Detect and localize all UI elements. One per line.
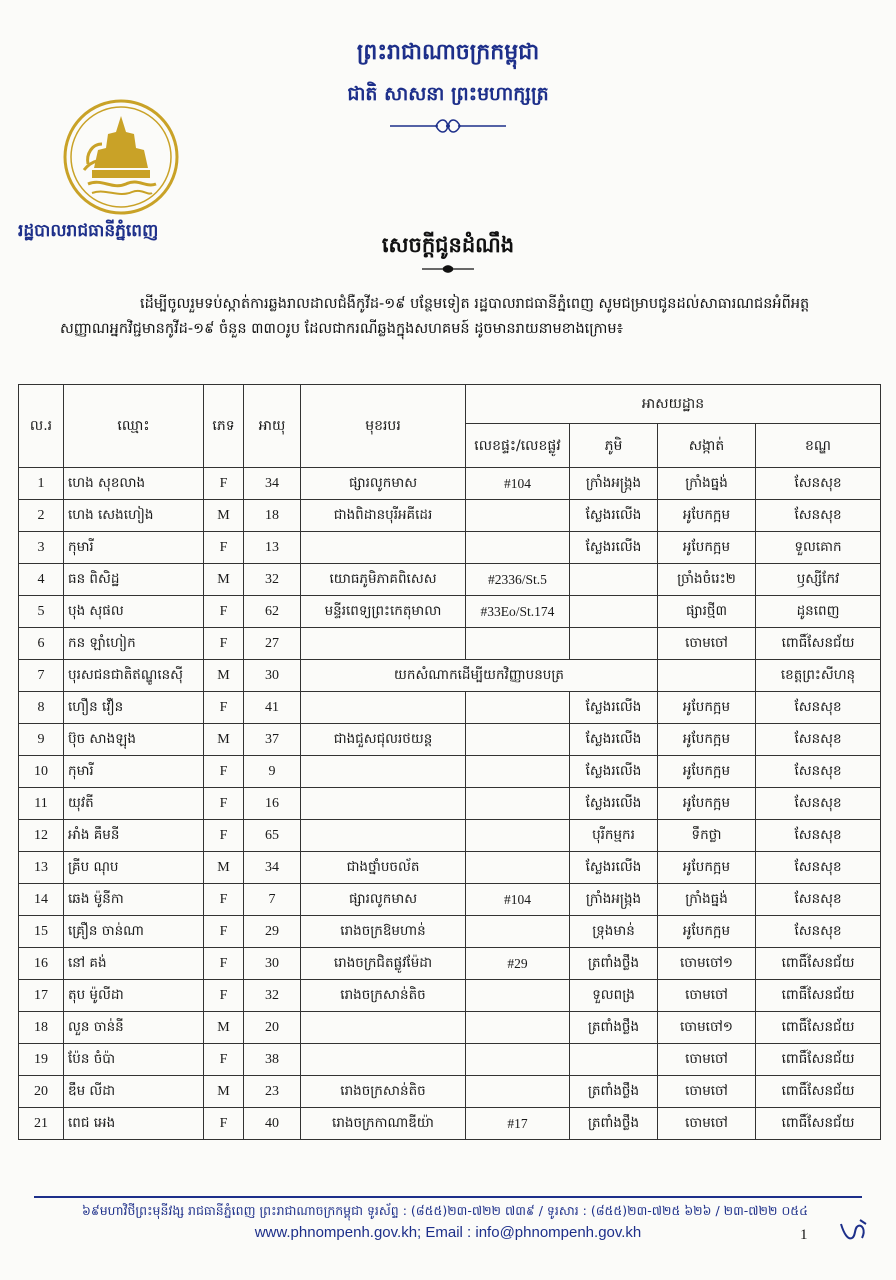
table-row (19, 980, 881, 1012)
cell-no: 11 (19, 788, 64, 820)
cell-name: ពេជ អេង (64, 1108, 204, 1140)
cell-house: #2336/St.5 (466, 564, 570, 596)
cell-age: 16 (244, 788, 301, 820)
national-motto: ជាតិ សាសនា ព្រះមហាក្សត្រ (347, 83, 549, 105)
cell-sex: F (204, 788, 244, 820)
cell-district: ពោធិ៍សែនជ័យ (756, 1044, 881, 1076)
table-row (19, 468, 881, 500)
cell-house (466, 628, 570, 660)
cell-house (466, 980, 570, 1012)
cell-sex: F (204, 1108, 244, 1140)
cell-commune: ចោមចៅ (658, 1044, 756, 1076)
cell-village: ស្លែងរលើង (570, 756, 658, 788)
cell-village: ស្លែងរលើង (570, 788, 658, 820)
cell-commune: ក្រាំងធ្នង់ (658, 884, 756, 916)
cell-occupation: យោធភូមិភាគពិសេស (301, 564, 466, 596)
table-row (19, 916, 881, 948)
cell-village: ត្រពាំងថ្លឹង (570, 1012, 658, 1044)
header-sex: ភេទ (204, 385, 244, 468)
cell-house: #29 (466, 948, 570, 980)
cell-house (466, 532, 570, 564)
cell-no: 2 (19, 500, 64, 532)
cell-occupation (301, 788, 466, 820)
cell-commune: ទឹកថ្លា (658, 820, 756, 852)
header-district: ខណ្ឌ (756, 424, 881, 468)
intro-paragraph: ដើម្បីចូលរួមទប់ស្កាត់ការឆ្លងរាលដាលជំងឺកូវីដ-១៩ បន្ថែមទៀត រដ្ឋបាលរាជធានីភ្នំពេញ សូមជម្រាបជូនដល់សាធារណជនអំពីអត្តសញ្ញាណអ្នកវិជ្ជមានកូវីដ-១៩ ចំនួន ៣៣០រូប ដែលជាករណីឆ្លងក្នុងសហគមន៍ ដូចមានរាយនាមខាងក្រោម៖ (60, 296, 810, 337)
cell-commune: ចោមចៅ (658, 628, 756, 660)
cell-name: ប៉ែន ចំប៉ា (64, 1044, 204, 1076)
cell-no: 3 (19, 532, 64, 564)
table-row (19, 596, 881, 628)
cell-sex: F (204, 596, 244, 628)
cell-sex: F (204, 884, 244, 916)
table-row (19, 500, 881, 532)
cell-house (466, 1044, 570, 1076)
cell-occupation (301, 756, 466, 788)
cell-sex: F (204, 628, 244, 660)
organization-name: រដ្ឋបាលរាជធានីភ្នំពេញ (18, 221, 159, 241)
cell-village: ត្រពាំងថ្លឹង (570, 1076, 658, 1108)
cell-sex: F (204, 756, 244, 788)
cell-house (466, 788, 570, 820)
cell-commune: អូបែកក្អម (658, 852, 756, 884)
cell-commune: អូបែកក្អម (658, 724, 756, 756)
header-address: អាសយដ្ឋាន (466, 385, 881, 424)
cell-occupation: រោងចក្រឱមហាន់ (301, 916, 466, 948)
cell-sex: M (204, 1076, 244, 1108)
cell-village (570, 1044, 658, 1076)
cell-district: ខេត្តព្រះសីហនុ (756, 660, 881, 692)
cell-no: 6 (19, 628, 64, 660)
cell-village: ស្លែងរលើង (570, 852, 658, 884)
cell-village: ទួលពង្រ (570, 980, 658, 1012)
ornament-divider-icon (388, 118, 508, 134)
table-row (19, 724, 881, 756)
cell-district: សែនសុខ (756, 500, 881, 532)
cell-commune: អូបែកក្អម (658, 788, 756, 820)
cell-age: 41 (244, 692, 301, 724)
cases-table (18, 384, 881, 1140)
cell-no: 15 (19, 916, 64, 948)
cell-name: បុង សុផល (64, 596, 204, 628)
cell-occupation: រោងចក្រជិតផ្លូវម៉ែដា (301, 948, 466, 980)
cell-village (570, 596, 658, 628)
cell-name: ឌឹម លីដា (64, 1076, 204, 1108)
cell-house: #33Eo/St.174 (466, 596, 570, 628)
cell-district: សែនសុខ (756, 756, 881, 788)
cell-commune: ចោមចៅ (658, 1076, 756, 1108)
cell-sex: F (204, 1044, 244, 1076)
header-occupation: មុខរបរ (301, 385, 466, 468)
phnom-penh-seal-icon (62, 98, 180, 216)
cell-no: 4 (19, 564, 64, 596)
cell-age: 30 (244, 948, 301, 980)
cell-district: ពោធិ៍សែនជ័យ (756, 628, 881, 660)
document-title: សេចក្តីជូនដំណឹង (381, 232, 515, 257)
cell-village: ក្រាំងអង្រ្កង (570, 468, 658, 500)
cell-commune: ចោមចៅ (658, 980, 756, 1012)
cell-district: សែនសុខ (756, 468, 881, 500)
cell-age: 18 (244, 500, 301, 532)
cell-district: ឫស្សីកែវ (756, 564, 881, 596)
cell-no: 12 (19, 820, 64, 852)
cell-village: ស្លែងរលើង (570, 724, 658, 756)
cell-district: ពោធិ៍សែនជ័យ (756, 948, 881, 980)
cell-age: 34 (244, 468, 301, 500)
cell-name: កន ឡាំហៀក (64, 628, 204, 660)
cell-occupation: រោងចក្រសាន់តិច (301, 1076, 466, 1108)
header-name: ឈ្មោះ (64, 385, 204, 468)
cell-village: ត្រពាំងថ្លឹង (570, 948, 658, 980)
table-row (19, 660, 881, 692)
cell-house: #17 (466, 1108, 570, 1140)
cell-no: 19 (19, 1044, 64, 1076)
cell-sex: F (204, 532, 244, 564)
cell-no: 14 (19, 884, 64, 916)
table-row (19, 852, 881, 884)
cell-house (466, 916, 570, 948)
table-row (19, 1044, 881, 1076)
cell-sex: M (204, 500, 244, 532)
cell-commune: ក្រាំងធ្នង់ (658, 468, 756, 500)
cell-no: 5 (19, 596, 64, 628)
kingdom-heading: ព្រះរាជាណាចក្រកម្ពុជា (356, 39, 540, 65)
cell-commune: ចោមចៅ (658, 1108, 756, 1140)
cell-village (570, 628, 658, 660)
cell-house (466, 852, 570, 884)
table-row (19, 1012, 881, 1044)
cell-age: 65 (244, 820, 301, 852)
cell-sex: M (204, 852, 244, 884)
cell-name: លួន ចាន់នី (64, 1012, 204, 1044)
cell-sex: F (204, 916, 244, 948)
table-row (19, 1076, 881, 1108)
header-no: ល.រ (19, 385, 64, 468)
cell-house (466, 724, 570, 756)
cell-commune: ផ្សារថ្មី៣ (658, 596, 756, 628)
cell-occupation: យកសំណាកដើម្បីយកវិញ្ញាបនបត្រ (301, 660, 658, 692)
cell-occupation: ជាងថ្នាំបចល័ត (301, 852, 466, 884)
cell-occupation: ផ្សារលូកមាស (301, 884, 466, 916)
cell-name: ឆេង ម៉ូនីកា (64, 884, 204, 916)
cell-village: ស្លែងរលើង (570, 500, 658, 532)
cell-occupation (301, 628, 466, 660)
cell-house (466, 756, 570, 788)
cell-occupation (301, 820, 466, 852)
cell-name: នៅ គង់ (64, 948, 204, 980)
cell-name: ប៊ុច សាងឡុង (64, 724, 204, 756)
cell-village: ទ្រុងមាន់ (570, 916, 658, 948)
footer-divider (34, 1196, 862, 1198)
cell-village: ស្លែងរលើង (570, 532, 658, 564)
cell-commune (658, 660, 756, 692)
cell-house (466, 1076, 570, 1108)
cell-occupation (301, 1044, 466, 1076)
footer-address: ៦៩មហាវិថីព្រះមុនីវង្ស រាជធានីភ្នំពេញ ព្រះរាជាណាចក្រកម្ពុជា ទូរស័ព្ទ : (៨៥៥)២៣-៧២២ ៧៣៩ / ទូរសារ : (៨៥៥)២៣-៧២៥ ៦២៦ / ២៣-៧២២ ០៥៤ (82, 1203, 808, 1218)
table-row (19, 756, 881, 788)
cell-age: 32 (244, 980, 301, 1012)
cell-no: 18 (19, 1012, 64, 1044)
cell-district: សែនសុខ (756, 884, 881, 916)
cell-commune: អូបែកក្អម (658, 756, 756, 788)
cell-no: 13 (19, 852, 64, 884)
cell-no: 7 (19, 660, 64, 692)
cell-occupation: ជាងជួសជុលរថយន្ត (301, 724, 466, 756)
cell-district: សែនសុខ (756, 692, 881, 724)
cell-no: 1 (19, 468, 64, 500)
table-row (19, 692, 881, 724)
cell-district: សែនសុខ (756, 916, 881, 948)
cell-name: អាំង គឹមនី (64, 820, 204, 852)
cell-age: 7 (244, 884, 301, 916)
handwritten-initial-icon (838, 1216, 870, 1246)
cell-no: 21 (19, 1108, 64, 1140)
header-commune: សង្កាត់ (658, 424, 756, 468)
cell-age: 38 (244, 1044, 301, 1076)
table-row (19, 628, 881, 660)
cell-sex: M (204, 564, 244, 596)
table-row (19, 788, 881, 820)
cell-commune: អូបែកក្អម (658, 500, 756, 532)
cell-commune: អូបែកក្អម (658, 692, 756, 724)
header-house: លេខផ្ទះ/លេខផ្លូវ (466, 424, 570, 468)
cell-house (466, 820, 570, 852)
cell-age: 62 (244, 596, 301, 628)
cell-occupation: រោងចក្រកាណាឌីយ៉ា (301, 1108, 466, 1140)
cell-commune: ចោមចៅ១ (658, 1012, 756, 1044)
table-row (19, 1108, 881, 1140)
cell-village: ត្រពាំងថ្លឹង (570, 1108, 658, 1140)
table-body (19, 468, 881, 1140)
cell-name: តុប ម៉ូលីដា (64, 980, 204, 1012)
cell-commune: ច្រាំងចំរេះ២ (658, 564, 756, 596)
cell-name: ធន ពិសិដ្ឋ (64, 564, 204, 596)
table-row (19, 564, 881, 596)
cell-no: 16 (19, 948, 64, 980)
cell-occupation: មន្ទីរពេទ្យព្រះកេតុមាលា (301, 596, 466, 628)
cell-no: 20 (19, 1076, 64, 1108)
cell-occupation (301, 1012, 466, 1044)
cell-district: ទួលគោក (756, 532, 881, 564)
cell-commune: ចោមចៅ១ (658, 948, 756, 980)
table-row (19, 948, 881, 980)
cell-district: ពោធិ៍សែនជ័យ (756, 1012, 881, 1044)
cell-name: កុមារី (64, 532, 204, 564)
cell-sex: F (204, 468, 244, 500)
cell-name: ហេង សេងហៀង (64, 500, 204, 532)
cell-occupation: ជាងពិដានបុរីអគីដេរ (301, 500, 466, 532)
cell-sex: M (204, 724, 244, 756)
cell-occupation: រោងចក្រសាន់តិច (301, 980, 466, 1012)
cell-occupation: ផ្សារលូកមាស (301, 468, 466, 500)
cell-occupation (301, 692, 466, 724)
cell-sex: F (204, 692, 244, 724)
cell-occupation (301, 532, 466, 564)
cell-age: 30 (244, 660, 301, 692)
cell-age: 37 (244, 724, 301, 756)
cell-village: ស្លែងរលើង (570, 692, 658, 724)
cell-sex: F (204, 820, 244, 852)
cell-age: 9 (244, 756, 301, 788)
cell-name: បុរសជនជាតិឥណ្ឌូនេស៊ី (64, 660, 204, 692)
cell-district: សែនសុខ (756, 820, 881, 852)
cell-no: 17 (19, 980, 64, 1012)
cell-district: សែនសុខ (756, 724, 881, 756)
cell-age: 13 (244, 532, 301, 564)
table-row (19, 820, 881, 852)
table-row (19, 532, 881, 564)
cell-district: សែនសុខ (756, 852, 881, 884)
cell-district: ពោធិ៍សែនជ័យ (756, 980, 881, 1012)
cell-age: 29 (244, 916, 301, 948)
cell-sex: M (204, 660, 244, 692)
page-number: 1 (800, 1227, 808, 1243)
cell-house (466, 500, 570, 532)
cell-commune: អូបែកក្អម (658, 532, 756, 564)
cell-house: #104 (466, 468, 570, 500)
cell-district: ដូនពេញ (756, 596, 881, 628)
cell-name: កុមារី (64, 756, 204, 788)
table-row (19, 884, 881, 916)
cell-name: ហឿន វឿន (64, 692, 204, 724)
cell-no: 10 (19, 756, 64, 788)
title-flourish-icon (418, 264, 478, 274)
footer-contact: www.phnompenh.gov.kh; Email : info@phnompenh.gov.kh (254, 1224, 642, 1241)
cell-age: 20 (244, 1012, 301, 1044)
cell-age: 23 (244, 1076, 301, 1108)
cell-sex: F (204, 980, 244, 1012)
cell-sex: M (204, 1012, 244, 1044)
cell-age: 34 (244, 852, 301, 884)
cell-district: សែនសុខ (756, 788, 881, 820)
cell-house (466, 692, 570, 724)
cell-age: 32 (244, 564, 301, 596)
cell-village: ក្រាំងអង្រ្កង (570, 884, 658, 916)
cell-age: 27 (244, 628, 301, 660)
cell-no: 9 (19, 724, 64, 756)
cell-district: ពោធិ៍សែនជ័យ (756, 1076, 881, 1108)
cell-sex: F (204, 948, 244, 980)
cell-district: ពោធិ៍សែនជ័យ (756, 1108, 881, 1140)
header-village: ភូមិ (570, 424, 658, 468)
cell-house (466, 1012, 570, 1044)
cell-name: យុវតី (64, 788, 204, 820)
cell-name: គ្រីប ណុប (64, 852, 204, 884)
cell-no: 8 (19, 692, 64, 724)
cell-name: ហេង សុខលាង (64, 468, 204, 500)
cell-village (570, 564, 658, 596)
header-age: អាយុ (244, 385, 301, 468)
cell-name: គ្រឿន ចាន់ណា (64, 916, 204, 948)
cell-village: បុរីកម្មករ (570, 820, 658, 852)
cell-house: #104 (466, 884, 570, 916)
cell-age: 40 (244, 1108, 301, 1140)
cell-commune: អូបែកក្អម (658, 916, 756, 948)
